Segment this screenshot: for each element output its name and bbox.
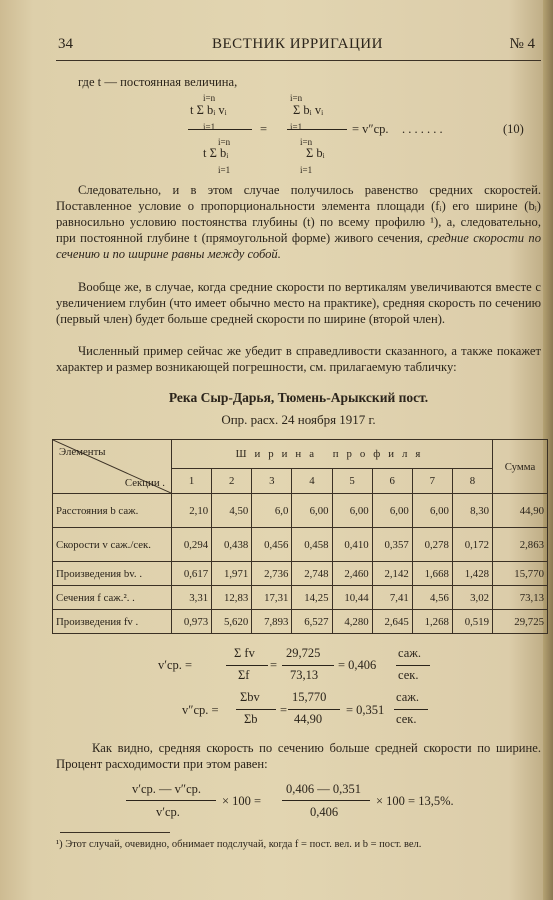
v2-bar2 bbox=[288, 709, 340, 710]
table-cell: 8,30 bbox=[452, 494, 492, 528]
table-cell: 6,00 bbox=[332, 494, 372, 528]
table-row bbox=[53, 528, 548, 562]
sum-header: Сумма bbox=[493, 440, 548, 494]
table-cell: 0,172 bbox=[452, 528, 492, 562]
pct-bar1 bbox=[126, 800, 216, 801]
table-cell: 7,893 bbox=[252, 610, 292, 634]
formula-number: (10) bbox=[503, 122, 524, 136]
section-7: 7 bbox=[412, 469, 452, 494]
den-left-lower-limit: i=1 bbox=[218, 165, 231, 175]
v1-eq: = bbox=[270, 658, 278, 672]
sum-cell: 73,13 bbox=[493, 586, 548, 610]
section-6: 6 bbox=[372, 469, 412, 494]
paragraph-1-text: Следовательно, и в этом случае получилось равенство средних скоростей. Поставленное условие о пропорциональности элемента площади (fᵢ) его ширине (bᵢ) равносильно условию постоянства глубины (t) по всему профилю ¹), а, следовательно, при постоянной глубине t (прямоугольной форме) живого сечения, bbox=[56, 183, 541, 245]
group-header: Ширина профиля bbox=[172, 440, 493, 469]
paragraph-1-emphasis: средние скорости по сечению и по ширине равны между собой. bbox=[56, 231, 541, 261]
den-left-upper-limit: i=n bbox=[218, 137, 231, 147]
table-cell: 3,31 bbox=[172, 586, 212, 610]
header-rule bbox=[56, 60, 541, 61]
data-table bbox=[52, 439, 548, 634]
section-5: 5 bbox=[332, 469, 372, 494]
v1-bar bbox=[226, 665, 268, 666]
pct-times2: × 100 = 13,5%. bbox=[376, 794, 454, 808]
table-cell: 0,410 bbox=[332, 528, 372, 562]
paragraph-3: Численный пример сейчас же убедит в справедливости сказанного, а также покажет характер и размер возникающей погрешности, см. прилагаемую табличку: bbox=[56, 344, 541, 374]
section-1: 1 bbox=[172, 469, 212, 494]
paragraph-1 bbox=[56, 182, 541, 262]
v1-bar2 bbox=[282, 665, 334, 666]
table-cell: 0,458 bbox=[292, 528, 332, 562]
table-cell: 6,00 bbox=[412, 494, 452, 528]
formula-dots: . . . . . . . bbox=[402, 122, 443, 136]
table-cell: 0,519 bbox=[452, 610, 492, 634]
table-cell: 0,357 bbox=[372, 528, 412, 562]
table-cell: 0,456 bbox=[252, 528, 292, 562]
v1-den: Σf bbox=[238, 668, 250, 682]
v1-lhs: v′ср. = bbox=[158, 658, 193, 672]
table-cell: 1,668 bbox=[412, 562, 452, 586]
footnote: ¹) Этот случай, очевидно, обнимает подслучай, когда f = пост. вел. и b = пост. вел. bbox=[56, 839, 422, 850]
page-number: 34 bbox=[58, 36, 73, 52]
v2-eq: = bbox=[280, 703, 288, 717]
running-header bbox=[58, 36, 537, 58]
table-cell: 2,460 bbox=[332, 562, 372, 586]
pct-num1: v′ср. — v″ср. bbox=[132, 782, 202, 796]
footnote-rule bbox=[60, 832, 170, 833]
table-cell: 10,44 bbox=[332, 586, 372, 610]
row-label: Произведения fv . bbox=[53, 610, 172, 634]
table-cell: 0,294 bbox=[172, 528, 212, 562]
sum-cell: 29,725 bbox=[493, 610, 548, 634]
v1-unit-num: саж. bbox=[398, 646, 422, 660]
corner-label-elements: Элементы bbox=[59, 446, 106, 458]
v1-den2: 73,13 bbox=[290, 668, 319, 682]
journal-title: ВЕСТНИК ИРРИГАЦИИ bbox=[212, 36, 383, 52]
v2-den2: 44,90 bbox=[294, 712, 323, 726]
table-cell: 2,10 bbox=[172, 494, 212, 528]
row-label: Сечения f саж.². . bbox=[53, 586, 172, 610]
equals-sign: = bbox=[260, 122, 268, 136]
table-cell: 0,617 bbox=[172, 562, 212, 586]
intro-line: где t — постоянная величина, bbox=[78, 75, 238, 89]
table-subtitle: Опр. расх. 24 ноября 1917 г. bbox=[221, 412, 376, 427]
table-row bbox=[53, 562, 548, 586]
row-label: Скорости v саж./сек. bbox=[53, 528, 172, 562]
v1-num: Σ fv bbox=[234, 646, 255, 660]
table-row bbox=[53, 586, 548, 610]
section-8: 8 bbox=[452, 469, 492, 494]
row-label: Произведения bv. . bbox=[53, 562, 172, 586]
table-cell: 6,00 bbox=[292, 494, 332, 528]
table-cell: 17,31 bbox=[252, 586, 292, 610]
num-left-upper-limit: i=n bbox=[203, 93, 216, 103]
table-cell: 4,280 bbox=[332, 610, 372, 634]
den-right-upper-limit: i=n bbox=[300, 137, 313, 147]
v1-num2: 29,725 bbox=[286, 646, 321, 660]
section-3: 3 bbox=[252, 469, 292, 494]
table-cell: 3,02 bbox=[452, 586, 492, 610]
row-label: Расстояния b саж. bbox=[53, 494, 172, 528]
den-right-lower-limit: i=1 bbox=[300, 165, 313, 175]
sum-cell: 2,863 bbox=[493, 528, 548, 562]
table-row bbox=[53, 494, 548, 528]
section-4: 4 bbox=[292, 469, 332, 494]
issue-number: № 4 bbox=[509, 36, 535, 52]
table-cell: 6,0 bbox=[252, 494, 292, 528]
table-row bbox=[53, 610, 548, 634]
num-left-lower-limit: i=1 bbox=[203, 122, 216, 132]
den-right: Σ bᵢ bbox=[306, 146, 325, 160]
table-cell: 1,428 bbox=[452, 562, 492, 586]
table-cell: 2,748 bbox=[292, 562, 332, 586]
v1-unit-den: сек. bbox=[398, 668, 419, 682]
paragraph-4: Как видно, средняя скорость по сечению больше средней скорости по ширине. Процент расходимости при этом равен: bbox=[56, 741, 541, 771]
fraction-bar-left bbox=[188, 129, 252, 130]
pct-num2: 0,406 — 0,351 bbox=[286, 782, 361, 796]
num-right-lower-limit: i=1 bbox=[290, 122, 303, 132]
pct-times1: × 100 = bbox=[222, 794, 262, 808]
v2-num2: 15,770 bbox=[292, 690, 327, 704]
v1-unit-bar bbox=[396, 665, 430, 666]
table-cell: 6,527 bbox=[292, 610, 332, 634]
table-cell: 6,00 bbox=[372, 494, 412, 528]
table-cell: 1,971 bbox=[212, 562, 252, 586]
table-cell: 1,268 bbox=[412, 610, 452, 634]
table-corner-cell bbox=[53, 440, 172, 494]
v2-unit-num: саж. bbox=[396, 690, 420, 704]
table-cell: 2,736 bbox=[252, 562, 292, 586]
paragraph-2: Вообще же, в случае, когда средние скорости по вертикалям увеличиваются вместе с увеличением глубин (что имеет обычно место на практике), средняя скорость по сечению (первый член) будет больше средней скорости по ширине (второй член). bbox=[56, 280, 541, 326]
table-cell: 2,142 bbox=[372, 562, 412, 586]
pct-den1: v′ср. bbox=[156, 805, 180, 819]
table-title: Река Сыр-Дарья, Тюмень-Арыкский пост. bbox=[168, 390, 429, 405]
den-left: t Σ bᵢ bbox=[203, 146, 229, 160]
table-cell: 14,25 bbox=[292, 586, 332, 610]
v2-lhs: v″ср. = bbox=[182, 703, 219, 717]
v2-unit-bar bbox=[394, 709, 428, 710]
table-cell: 7,41 bbox=[372, 586, 412, 610]
table-cell: 0,973 bbox=[172, 610, 212, 634]
num-right: Σ bᵢ vᵢ bbox=[293, 103, 324, 117]
v1-result: = 0,406 bbox=[338, 658, 377, 672]
table-cell: 12,83 bbox=[212, 586, 252, 610]
table-cell: 0,278 bbox=[412, 528, 452, 562]
corner-label-sections: Секции . bbox=[124, 477, 165, 489]
table-cell: 0,438 bbox=[212, 528, 252, 562]
sum-cell: 15,770 bbox=[493, 562, 548, 586]
pct-den2: 0,406 bbox=[310, 805, 339, 819]
table-cell: 2,645 bbox=[372, 610, 412, 634]
num-right-upper-limit: i=n bbox=[290, 93, 303, 103]
table-cell: 4,50 bbox=[212, 494, 252, 528]
v2-den: Σb bbox=[244, 712, 258, 726]
sum-cell: 44,90 bbox=[493, 494, 548, 528]
table-cell: 5,620 bbox=[212, 610, 252, 634]
v2-result: = 0,351 bbox=[346, 703, 385, 717]
pct-bar2 bbox=[282, 800, 370, 801]
v2-bar bbox=[236, 709, 276, 710]
v2-unit-den: сек. bbox=[396, 712, 417, 726]
section-2: 2 bbox=[212, 469, 252, 494]
formula-result: = v″ср. bbox=[352, 122, 389, 136]
fraction-bar-right bbox=[287, 129, 347, 130]
num-left: t Σ bᵢ vᵢ bbox=[190, 103, 227, 117]
table-cell: 4,56 bbox=[412, 586, 452, 610]
v2-num: Σbv bbox=[240, 690, 260, 704]
